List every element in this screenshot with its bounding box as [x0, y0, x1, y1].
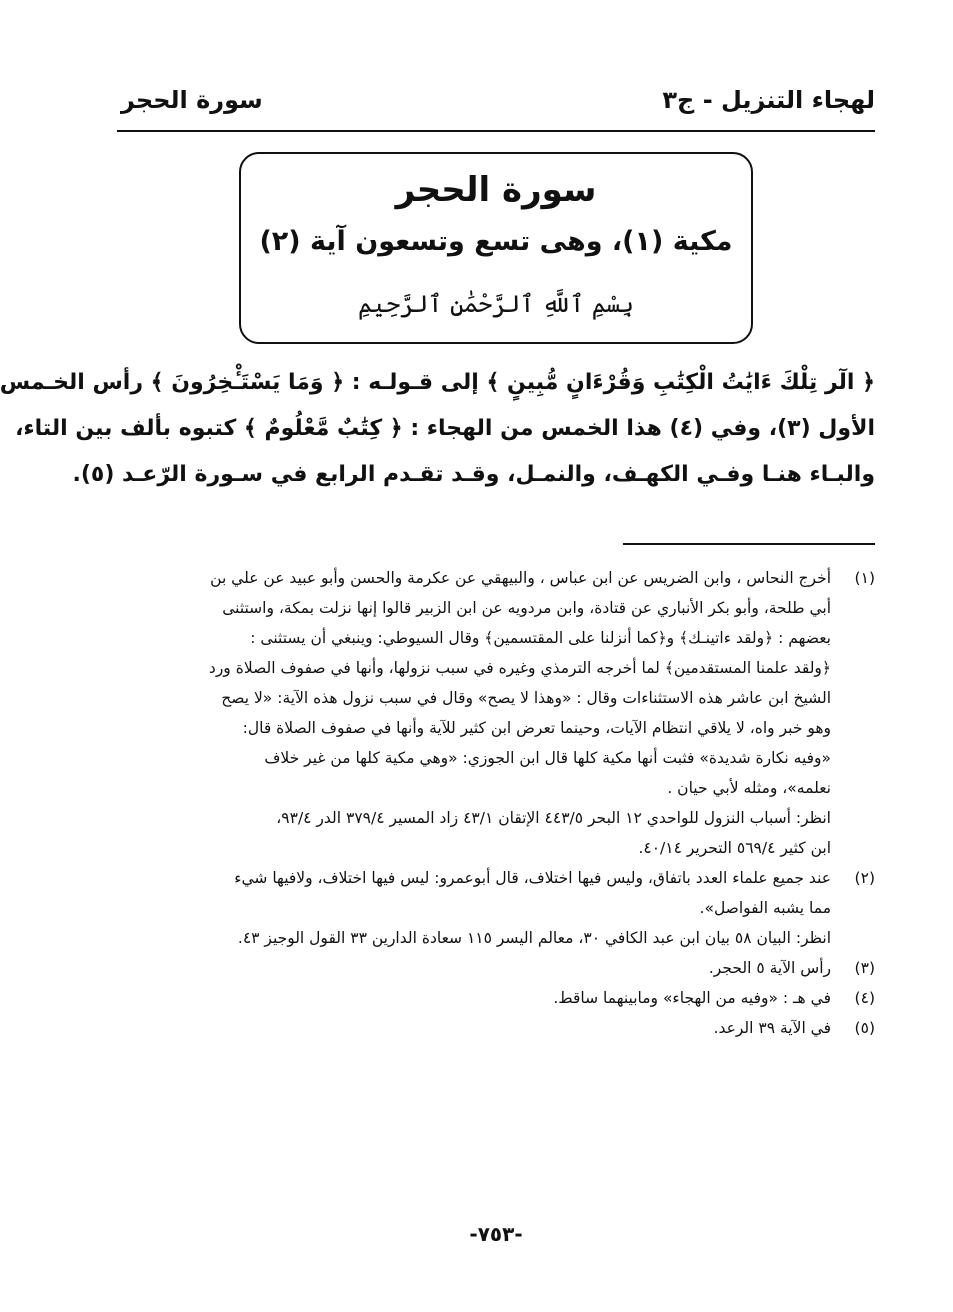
- footnote-line: مما يشبه الفواصل».: [699, 899, 831, 917]
- footnote-number: (٣): [854, 959, 875, 977]
- basmala: بِسْمِ ٱللَّهِ ٱلرَّحْمَٰنِ ٱلرَّحِيمِ: [357, 290, 634, 318]
- footnote-1: [115, 563, 875, 863]
- footnote-line: أبي طلحة، وأبو بكر الأنباري عن قتادة، وابن مردويه عن ابن الزبير قالوا إنها نزلت بمكة، واستثنى: [222, 599, 831, 617]
- footnote-line: بعضهم : ﴿ولقد ءاتينـك﴾ و﴿كما أنزلنا على المقتسمين﴾ وقال السيوطي: وينبغي أن يستثنى :: [250, 629, 831, 647]
- footnote-2: [115, 863, 875, 953]
- footnote-reference-line: انظر: البيان ٥٨ بيان ابن عبد الكافي ٣٠، معالم اليسر ١١٥ سعادة الدارين ٣٣ القول الوجيز ٤٣.: [237, 929, 831, 947]
- footnote-divider: [623, 543, 875, 545]
- footnote-line: الشيخ ابن عاشر هذه الاستثناءات وقال : «وهذا لا يصح» وقال في سبب نزول هذه الآية: «لا يصح: [221, 689, 831, 707]
- footnote-reference-line: ابن كثير ٥٦٩/٤ التحرير ٤٠/١٤.: [638, 839, 831, 857]
- main-text-line: ﴿ الٓر تِلْكَ ءَايَٰتُ الْكِتَٰبِ وَقُرْءَانٍ مُّبِينٍ ﴾ إلى قـولـه : ﴿ وَمَا يَسْتَـْٔخِرُونَ ﴾ رأس الخـمس: [0, 370, 875, 395]
- main-text-line: الأول (٣)، وفي (٤) هذا الخمس من الهجاء : ﴿ كِتَٰبٌ مَّعْلُومٌ ﴾ كتبوه بألف بين التاء،: [15, 416, 875, 441]
- footnote-line: نعلمه»، ومثله لأبي حيان .: [667, 779, 831, 797]
- footnote-line: ﴿ولقد علمنا المستقدمين﴾ لما أخرجه الترمذي وغيره في سبب نزولها، وأنها في صفوف الصلاة ورد: [208, 659, 831, 677]
- header-divider: [117, 130, 875, 132]
- surah-name: سورة الحجر: [395, 170, 597, 210]
- footnote-line: في الآية ٣٩ الرعد.: [713, 1019, 831, 1037]
- footnote-line: «وفيه نكارة شديدة» فثبت أنها مكية كلها قال ابن الجوزي: «وهي مكية كلها من غير خلاف: [264, 749, 831, 767]
- footnote-line: رأس الآية ٥ الحجر.: [708, 959, 831, 977]
- footnote-number: (٢): [854, 869, 875, 887]
- running-header-book-title: لهجاء التنزيل - ج٣: [662, 86, 875, 114]
- footnotes: [115, 563, 875, 1043]
- footnote-4: [115, 983, 875, 1013]
- main-text: [0, 360, 875, 498]
- footnote-line: أخرج النحاس ، وابن الضريس عن ابن عباس ، والبيهقي عن عكرمة والحسن وأبو عبيد عن علي بن: [210, 569, 831, 587]
- footnote-number: (١): [854, 569, 875, 587]
- footnote-number: (٥): [854, 1019, 875, 1037]
- footnote-number: (٤): [854, 989, 875, 1007]
- page-number: -٧٥٣-: [469, 1222, 523, 1246]
- surah-meta: مكية (١)، وهى تسع وتسعون آية (٢): [259, 226, 733, 257]
- main-text-line: والبـاء هنـا وفـي الكهـف، والنمـل، وقـد تقـدم الرابع في سـورة الرّعـد (٥).: [72, 462, 875, 487]
- footnote-reference-line: انظر: أسباب النزول للواحدي ١٢ البحر ٤٤٣/٥ الإتقان ٤٣/١ زاد المسير ٣٧٩/٤ الدر ٩٣/٤،: [276, 809, 831, 827]
- footnote-5: [115, 1013, 875, 1043]
- footnote-line: عند جميع علماء العدد باتفاق، وليس فيها اختلاف، قال أبوعمرو: ليس فيها اختلاف، ولافيها شيء: [234, 869, 831, 887]
- running-header-surah: سورة الحجر: [121, 86, 263, 114]
- footnote-line: وهو خبر واه، لا يلاقي انتظام الآيات، وحينما تعرض ابن كثير للآية وأنها في صفوف الصلاة قال:: [242, 719, 831, 737]
- footnote-line: في هـ : «وفيه من الهجاء» ومابينهما ساقط.: [553, 989, 831, 1007]
- footnote-3: [115, 953, 875, 983]
- surah-title-box: [239, 152, 753, 344]
